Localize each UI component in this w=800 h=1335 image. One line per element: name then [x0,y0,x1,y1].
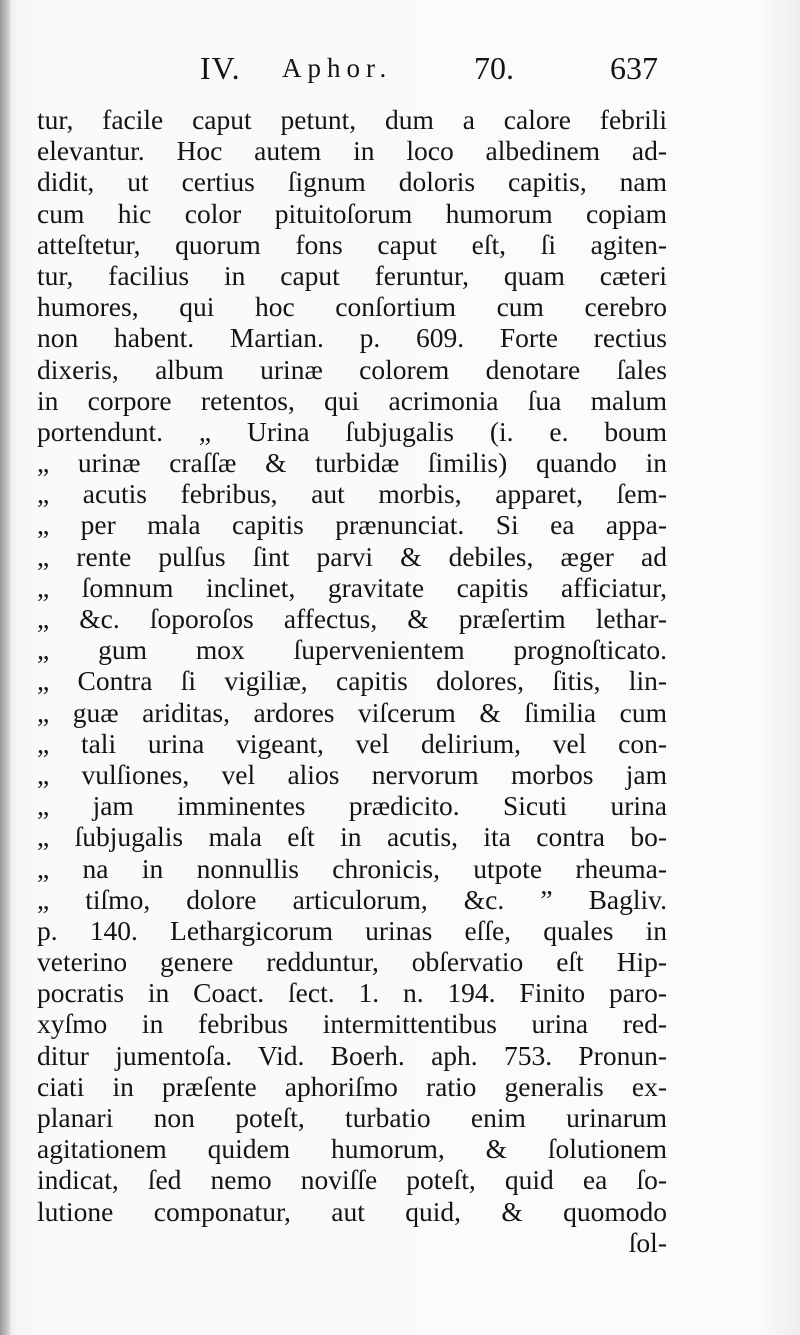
text-line: „ Contra ſi vigiliæ, capitis dolores, ſitis, lin- [37,665,667,697]
running-header [200,48,658,88]
text-line: „ gum mox ſupervenientem prognoſticato. [37,634,667,666]
text-line: „ &c. ſoporoſos affectus, & præſertim lethar- [37,603,667,634]
text-line: didit, ut certius ſignum doloris capitis, nam [37,166,667,198]
text-line: „ per mala capitis prænunciat. Si ea appa- [37,509,667,541]
text-line: p. 140. Lethargicorum urinas eſſe, quales in [37,914,667,946]
page-number: 637 [610,50,658,86]
aphorism-number: 70. [474,50,514,86]
text-line: „ urinæ craſſæ & turbidæ ſimilis) quando in [37,447,667,479]
text-line: „ ſomnum inclinet, gravitate capitis afficiatur, [37,571,667,603]
text-line: ditur jumentoſa. Vid. Boerh. aph. 753. Pronun- [37,1039,667,1071]
text-line: veterino genere redduntur, obſervatio eſt Hip- [37,946,667,978]
text-line: elevantur. Hoc autem in loco albedinem ad- [37,135,667,167]
text-line: „ tiſmo, dolore articulorum, &c. ” Bagliv. [37,883,667,915]
text-line: „ vulſiones, vel alios nervorum morbos jam [37,758,667,790]
text-line: humores, qui hoc conſortium cum cerebro [37,291,667,323]
text-line: ſol- [628,1226,667,1258]
text-line: „ ſubjugalis mala eſt in acutis, ita contra bo- [37,821,667,853]
body-text [37,104,667,1258]
text-line: indicat, ſed nemo noviſſe poteſt, quid ea ſo- [37,1164,667,1196]
text-line: pocratis in Coact. ſect. 1. n. 194. Finito paro- [37,977,667,1009]
text-line: „ tali urina vigeant, vel delirium, vel con- [37,727,667,759]
text-line: lutione componatur, aut quid, & quomodo [37,1195,667,1227]
text-line: in corpore retentos, qui acrimonia ſua malum [37,384,667,416]
text-line: planari non poteſt, turbatio enim urinarum [37,1102,667,1133]
text-line: cum hic color pituitoſorum humorum copiam [37,197,667,229]
text-line: xyſmo in febribus intermittentibus urina red- [37,1008,667,1040]
text-line: „ na in nonnullis chronicis, utpote rheuma- [37,852,667,884]
text-line: tur, facilius in caput feruntur, quam cæteri [37,259,667,291]
text-line: ciati in præſente aphoriſmo ratio generalis ex- [37,1070,667,1102]
text-line: „ acutis febribus, aut morbis, apparet, ſem- [37,478,667,510]
text-line: portendunt. „ Urina ſubjugalis (i. e. boum [37,415,667,447]
text-line: non habent. Martian. p. 609. Forte rectius [37,322,667,354]
aphorism-label: Aphor. [282,53,393,83]
text-line: „ guæ ariditas, ardores viſcerum & ſimilia cum [37,696,667,728]
text-line: tur, facile caput petunt, dum a calore febrili [37,104,667,135]
text-line: „ jam imminentes prædicito. Sicuti urina [37,790,667,822]
text-line: „ rente pulſus ſint parvi & debiles, æger ad [37,540,667,572]
text-line: atteſtetur, quorum fons caput eſt, ſi agiten- [37,228,667,260]
text-line: agitationem quidem humorum, & ſolutionem [37,1133,667,1165]
section-number: IV. [200,50,241,86]
book-gutter-shadow [0,0,10,1335]
text-line: dixeris, album urinæ colorem denotare ſales [37,353,667,385]
